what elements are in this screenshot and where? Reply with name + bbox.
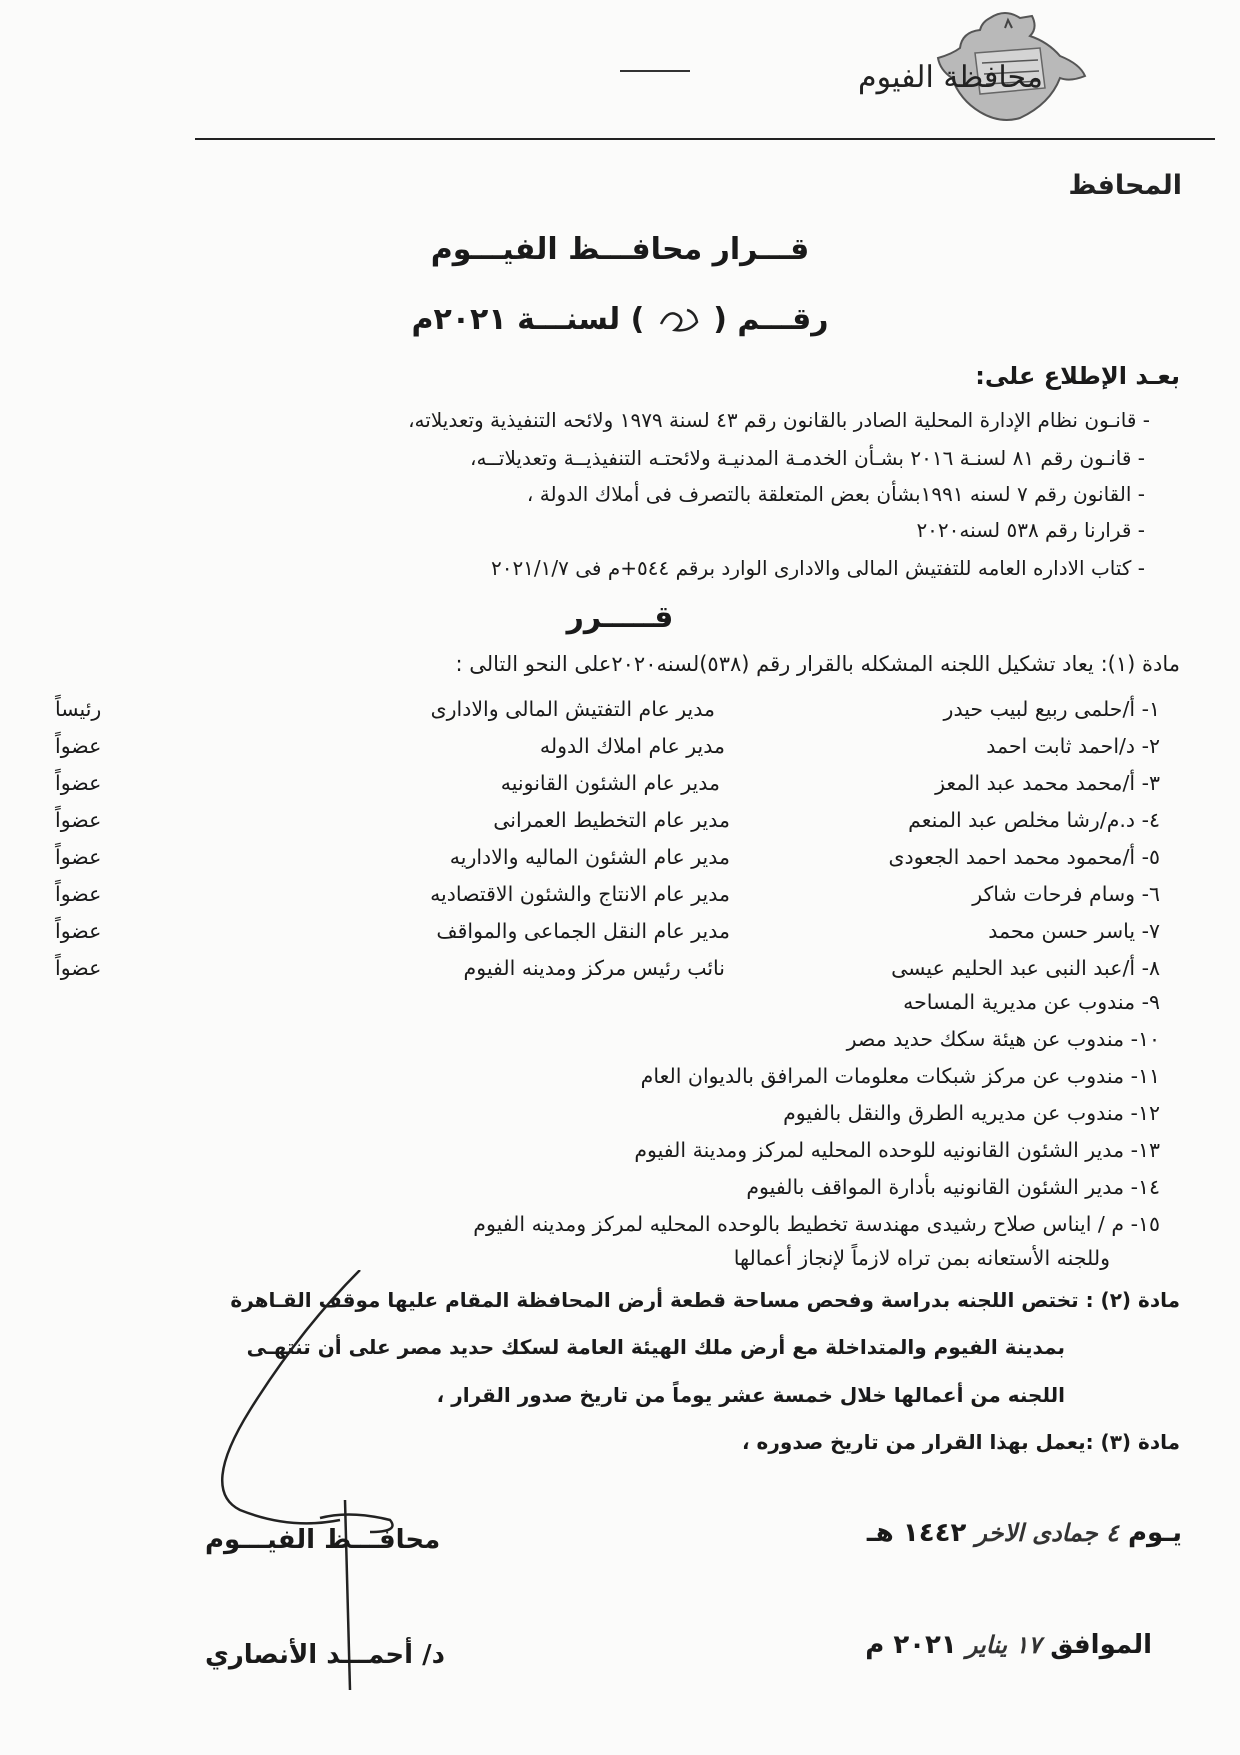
member-title: مدير عام الانتاج والشئون الاقتصاديه bbox=[430, 882, 730, 906]
header-dash bbox=[620, 70, 690, 72]
governor-name: د/ أحمـــد الأنصاري bbox=[205, 1640, 445, 1670]
header-divider bbox=[195, 138, 1215, 140]
member-row bbox=[0, 882, 1240, 918]
corresponding-line bbox=[865, 1630, 1152, 1660]
member-role: عضواً bbox=[55, 956, 102, 980]
member-title: مدير عام املاك الدوله bbox=[539, 734, 725, 758]
governor-title: محافـــظ الفيـــوم bbox=[205, 1525, 441, 1555]
member-row bbox=[0, 697, 1240, 733]
member-row bbox=[0, 808, 1240, 844]
decree-number-prefix: رقـــم ( bbox=[713, 302, 829, 337]
member-role: رئيساً bbox=[55, 697, 102, 721]
article1-closing: وللجنه الأستعانه بمن تراه لازماً لإنجاز أعمالها bbox=[733, 1246, 1110, 1270]
member-row bbox=[0, 845, 1240, 881]
article2-line: بمدينة الفيوم والمتداخلة مع أرض ملك الهيئة العامة لسكك حديد مصر على أن تنتهـى bbox=[246, 1335, 1065, 1359]
member-item: ٩- مندوب عن مديرية المساحه bbox=[903, 990, 1160, 1014]
day-handwritten: ٤ جمادى الاخر bbox=[975, 1518, 1119, 1547]
corresponding-label: الموافق bbox=[1050, 1630, 1152, 1660]
member-role: عضواً bbox=[55, 919, 102, 943]
member-name: ٧- ياسر حسن محمد bbox=[988, 919, 1160, 943]
member-role: عضواً bbox=[55, 734, 102, 758]
member-name: ١- أ/حلمى ربيع لبيب حيدر bbox=[943, 697, 1160, 721]
member-role: عضواً bbox=[55, 808, 102, 832]
member-name: ٤- د.م/رشا مخلص عبد المنعم bbox=[908, 808, 1160, 832]
decree-title: قـــرار محافـــظ الفيـــوم bbox=[430, 232, 810, 267]
gregorian-year: ٢٠٢١ م bbox=[865, 1630, 957, 1660]
member-item: ١٢- مندوب عن مديريه الطرق والنقل بالفيوم bbox=[783, 1101, 1160, 1125]
member-title: مدير عام الشئون الماليه والاداريه bbox=[449, 845, 730, 869]
member-title: مدير عام الشئون القانونيه bbox=[500, 771, 720, 795]
member-name: ٨- أ/عبد النبى عبد الحليم عيسى bbox=[891, 956, 1160, 980]
reference-item: - قانـون رقم ٨١ لسنـة ٢٠١٦ بشـأن الخدمـة المدنيـة ولائحتـه التنفيذيــة وتعديلاتــه، bbox=[470, 446, 1145, 470]
member-row bbox=[0, 771, 1240, 807]
member-title: مدير عام التفتيش المالى والادارى bbox=[430, 697, 715, 721]
member-title: مدير عام النقل الجماعى والمواقف bbox=[436, 919, 730, 943]
member-row bbox=[0, 956, 1240, 992]
member-name: ٣- أ/محمد محمد عبد المعز bbox=[935, 771, 1160, 795]
decree-number-line bbox=[0, 302, 1240, 338]
reference-item: - قانـون نظام الإدارة المحلية الصادر بالقانون رقم ٤٣ لسنة ١٩٧٩ ولائحه التنفيذية وتعديلاته، bbox=[408, 408, 1150, 432]
member-role: عضواً bbox=[55, 882, 102, 906]
reference-item: - قرارنا رقم ٥٣٨ لسنه٢٠٢٠ bbox=[916, 518, 1145, 542]
member-name: ٢- د/احمد ثابت احمد bbox=[986, 734, 1160, 758]
decree-number-suffix: ) لسنـــة ٢٠٢١م bbox=[411, 302, 645, 337]
decree-heading: قـــــرر bbox=[566, 600, 674, 635]
member-item: ١١- مندوب عن مركز شبكات معلومات المرافق بالديوان العام bbox=[640, 1064, 1160, 1088]
member-item: ١٥- م / ايناس صلاح رشيدى مهندسة تخطيط بالوحده المحليه لمركز ومدينه الفيوم bbox=[473, 1212, 1160, 1236]
member-title: مدير عام التخطيط العمرانى bbox=[493, 808, 730, 832]
governorate-name: محافظة الفيوم bbox=[858, 60, 1043, 95]
member-row bbox=[0, 919, 1240, 955]
member-title: نائب رئيس مركز ومدينه الفيوم bbox=[463, 956, 725, 980]
hijri-year: ١٤٤٢ هـ bbox=[866, 1518, 967, 1548]
day-line bbox=[867, 1518, 1182, 1548]
member-role: عضواً bbox=[55, 771, 102, 795]
preamble-label: بعـد الإطلاع على: bbox=[975, 362, 1180, 390]
reference-item: - القانون رقم ٧ لسنه ١٩٩١بشأن بعض المتعلقة بالتصرف فى أملاك الدولة ، bbox=[526, 482, 1145, 506]
member-item: ١٣- مدير الشئون القانونيه للوحده المحليه لمركز ومدينة الفيوم bbox=[634, 1138, 1160, 1162]
date-handwritten: ١٧ يناير bbox=[965, 1630, 1042, 1659]
member-row bbox=[0, 734, 1240, 770]
member-item: ١٤- مدير الشئون القانونيه بأدارة المواقف بالفيوم bbox=[746, 1175, 1160, 1199]
day-label: يـوم bbox=[1127, 1518, 1182, 1548]
reference-item: - كتاب الاداره العامه للتفتيش المالى والادارى الوارد برقم ٥٤٤+م فى ٢٠٢١/١/٧ bbox=[490, 556, 1145, 580]
article3: مادة (٣) :يعمل بهذا القرار من تاريخ صدوره ، bbox=[742, 1430, 1180, 1454]
member-name: ٥- أ/محمود محمد احمد الجعودى bbox=[888, 845, 1160, 869]
article2-line: مادة (٢) : تختص اللجنه بدراسة وفحص مساحة قطعة أرض المحافظة المقام عليها موقف القـاهرة bbox=[230, 1288, 1180, 1312]
article1-intro: مادة (١): يعاد تشكيل اللجنه المشكله بالقرار رقم (٥٣٨)لسنه٢٠٢٠على النحو التالى : bbox=[455, 652, 1180, 676]
article2-line: اللجنه من أعمالها خلال خمسة عشر يوماً من تاريخ صدور القرار ، bbox=[436, 1383, 1065, 1407]
member-name: ٦- وسام فرحات شاكر bbox=[972, 882, 1160, 906]
office-label: المحافظ bbox=[1068, 170, 1182, 201]
member-item: ١٠- مندوب عن هيئة سكك حديد مصر bbox=[846, 1027, 1160, 1051]
handwritten-number-icon bbox=[655, 304, 703, 338]
member-role: عضواً bbox=[55, 845, 102, 869]
